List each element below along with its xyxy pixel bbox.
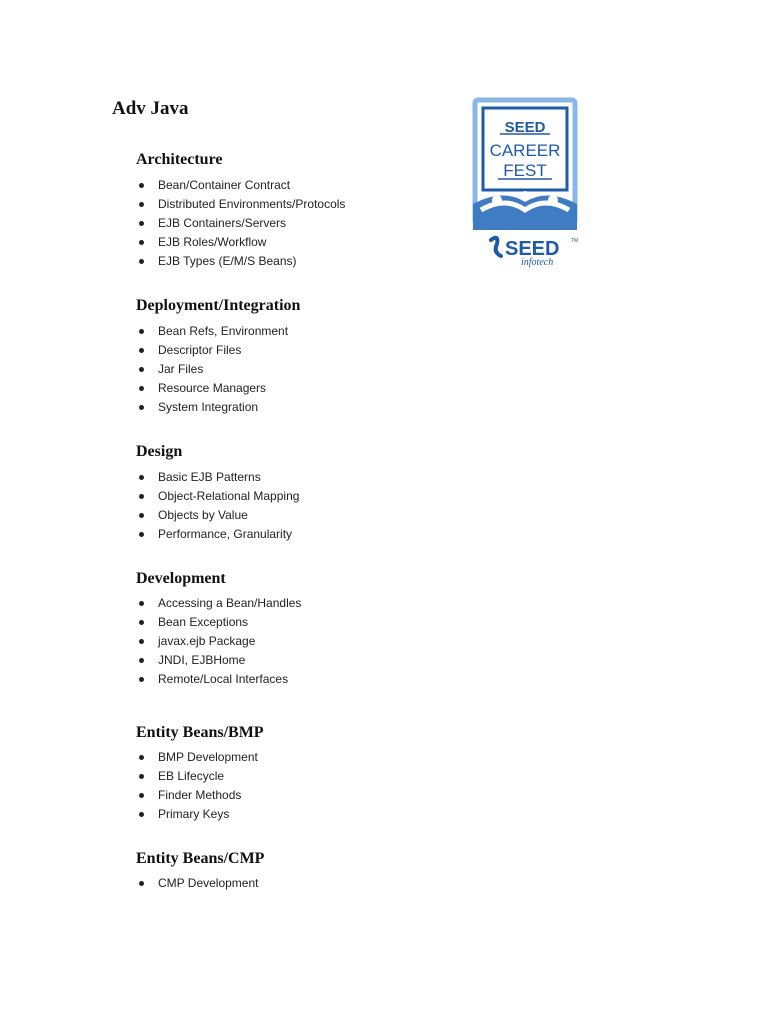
list-item: Accessing a Bean/Handles <box>136 594 301 613</box>
section-heading-design: Design <box>136 443 183 460</box>
list-item: Resource Managers <box>136 379 288 398</box>
design-list <box>136 468 299 544</box>
document-title: Adv Java <box>112 98 189 119</box>
list-item: Finder Methods <box>136 786 258 805</box>
list-item: Bean/Container Contract <box>136 176 345 195</box>
bullet-icon <box>139 639 144 644</box>
bullet-icon <box>139 513 144 518</box>
bullet-icon <box>139 812 144 817</box>
bullet-icon <box>139 532 144 537</box>
bullet-icon <box>139 601 144 606</box>
logo-line2: CAREER <box>489 141 561 160</box>
list-item: JNDI, EJBHome <box>136 651 301 670</box>
development-list <box>136 594 301 689</box>
deployment-integration-list <box>136 322 288 417</box>
list-item: Performance, Granularity <box>136 525 299 544</box>
section-heading-architecture: Architecture <box>136 151 223 168</box>
bullet-icon <box>139 259 144 264</box>
bullet-icon <box>139 793 144 798</box>
architecture-list <box>136 176 345 271</box>
list-item: Bean Exceptions <box>136 613 301 632</box>
logo-line1: SEED <box>504 119 546 136</box>
bullet-icon <box>139 658 144 663</box>
bullet-icon <box>139 405 144 410</box>
bullet-icon <box>139 774 144 779</box>
list-item: EJB Types (E/M/S Beans) <box>136 252 345 271</box>
section-heading-deployment-integration: Deployment/Integration <box>136 297 301 314</box>
list-item: EJB Containers/Servers <box>136 214 345 233</box>
list-item: javax.ejb Package <box>136 632 301 651</box>
list-item: Objects by Value <box>136 506 299 525</box>
list-item: BMP Development <box>136 748 258 767</box>
list-item: Jar Files <box>136 360 288 379</box>
list-item: CMP Development <box>136 874 259 893</box>
section-heading-entity-beans-bmp: Entity Beans/BMP <box>136 724 264 741</box>
entity-beans-bmp-list <box>136 748 258 824</box>
list-item: Primary Keys <box>136 805 258 824</box>
section-heading-entity-beans-cmp: Entity Beans/CMP <box>136 850 265 867</box>
bullet-icon <box>139 348 144 353</box>
bullet-icon <box>139 475 144 480</box>
entity-beans-cmp-list <box>136 874 259 893</box>
logo-graphic <box>463 92 588 270</box>
bullet-icon <box>139 620 144 625</box>
list-item: EJB Roles/Workflow <box>136 233 345 252</box>
section-heading-development: Development <box>136 570 226 587</box>
logo-line3: FEST <box>503 161 547 180</box>
bullet-icon <box>139 329 144 334</box>
bullet-icon <box>139 183 144 188</box>
seed-career-fest-logo <box>463 92 588 270</box>
list-item: Remote/Local Interfaces <box>136 670 301 689</box>
logo-brand: SEED <box>505 238 560 260</box>
bullet-icon <box>139 755 144 760</box>
bullet-icon <box>139 367 144 372</box>
bullet-icon <box>139 881 144 886</box>
bullet-icon <box>139 494 144 499</box>
list-item: Basic EJB Patterns <box>136 468 299 487</box>
list-item: Bean Refs, Environment <box>136 322 288 341</box>
list-item: Distributed Environments/Protocols <box>136 195 345 214</box>
bullet-icon <box>139 202 144 207</box>
bullet-icon <box>139 677 144 682</box>
list-item: EB Lifecycle <box>136 767 258 786</box>
logo-tm: TM <box>571 238 579 244</box>
list-item: System Integration <box>136 398 288 417</box>
list-item: Descriptor Files <box>136 341 288 360</box>
bullet-icon <box>139 240 144 245</box>
bullet-icon <box>139 386 144 391</box>
bullet-icon <box>139 221 144 226</box>
list-item: Object-Relational Mapping <box>136 487 299 506</box>
logo-tagline: infotech <box>521 257 554 268</box>
